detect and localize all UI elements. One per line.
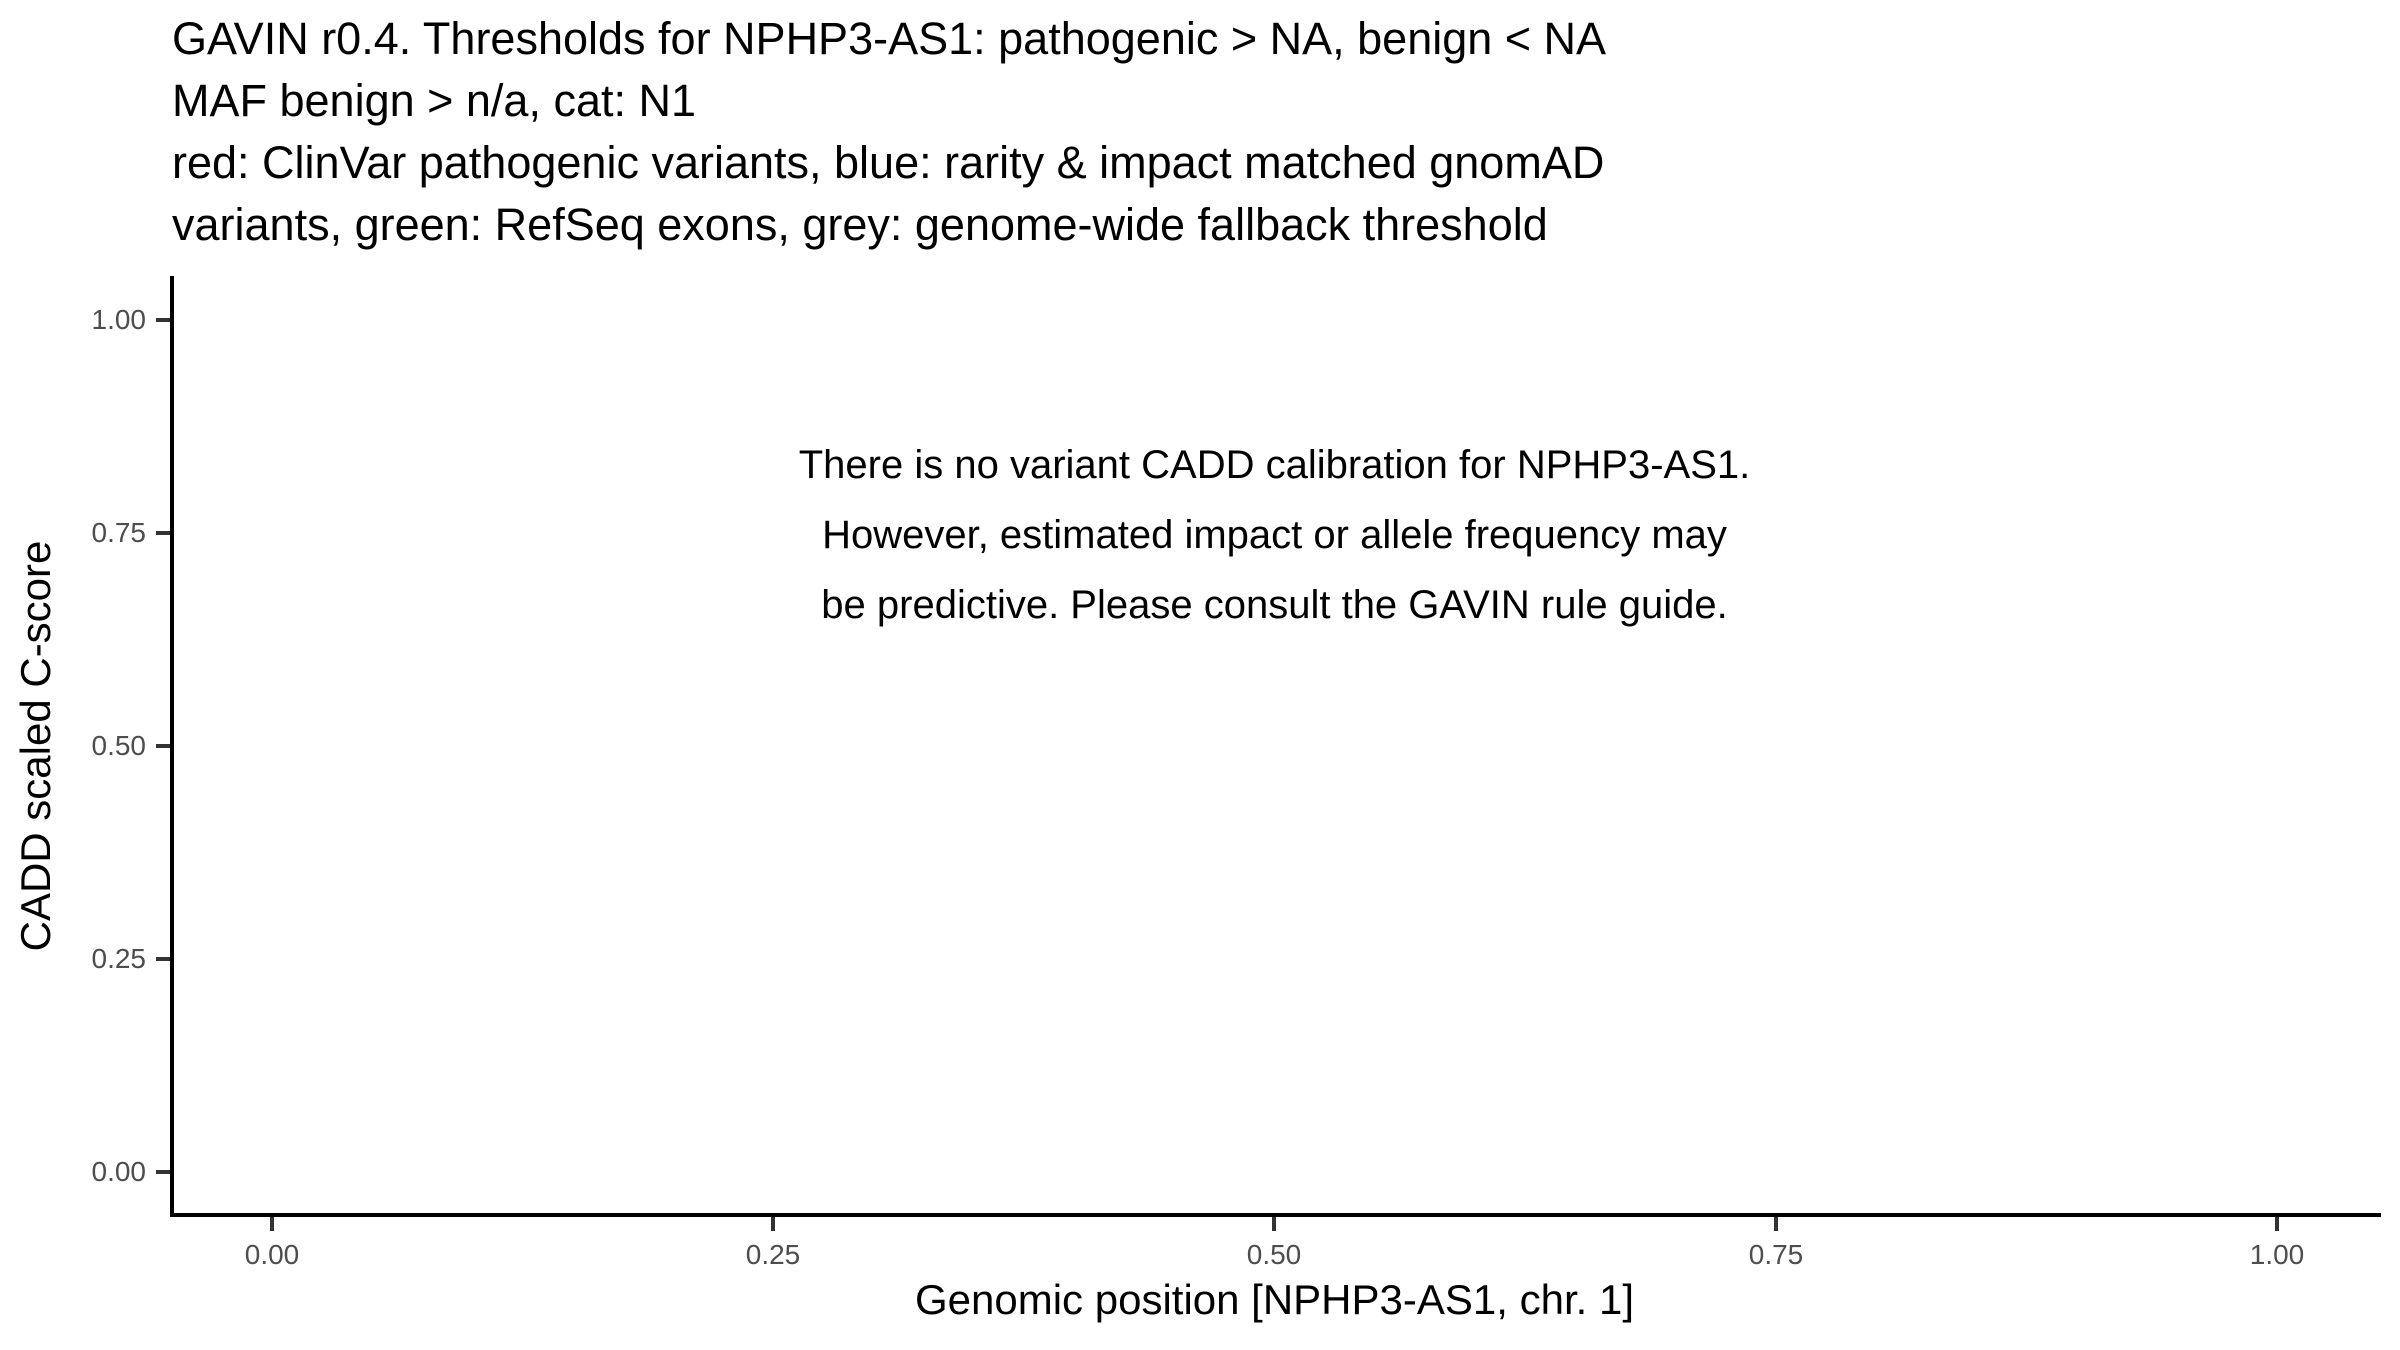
x-tick-mark-0.00 (270, 1217, 274, 1231)
x-tick-mark-1.00 (2275, 1217, 2279, 1231)
x-tick-label-0.00: 0.00 (244, 1239, 300, 1270)
y-tick-mark-0.00 (156, 1170, 170, 1174)
plot-title-line-1: GAVIN r0.4. Thresholds for NPHP3-AS1: pathogenic > NA, benign < NA (172, 13, 1607, 64)
y-tick-label-0.50: 0.50 (91, 730, 146, 761)
y-axis-title: CADD scaled C-score (12, 540, 59, 952)
plot-title-line-4: variants, green: RefSeq exons, grey: genome-wide fallback threshold (172, 199, 1548, 250)
y-tick-mark-1.00 (156, 318, 170, 322)
x-tick-label-0.75: 0.75 (1748, 1239, 1804, 1270)
y-tick-label-1.00: 1.00 (91, 304, 146, 335)
y-tick-mark-0.25 (156, 957, 170, 961)
x-tick-mark-0.25 (771, 1217, 775, 1231)
annotation-line-1: There is no variant CADD calibration for NPHP3-AS1. (798, 443, 1751, 487)
y-tick-label-0.25: 0.25 (91, 943, 146, 974)
y-tick-label-0.00: 0.00 (91, 1156, 146, 1187)
plot-panel (172, 278, 2377, 1215)
x-tick-label-0.25: 0.25 (745, 1239, 801, 1270)
x-axis-title: Genomic position [NPHP3-AS1, chr. 1] (915, 1276, 1634, 1323)
x-tick-label-1.00: 1.00 (2249, 1239, 2305, 1270)
plot-title (172, 8, 1606, 256)
no-calibration-annotation (172, 430, 2377, 640)
x-tick-label-0.50: 0.50 (1246, 1239, 1302, 1270)
plot-title-line-2: MAF benign > n/a, cat: N1 (172, 75, 697, 126)
annotation-line-3: be predictive. Please consult the GAVIN rule guide. (821, 583, 1728, 627)
x-tick-mark-0.75 (1774, 1217, 1778, 1231)
y-axis-line (170, 276, 174, 1217)
x-tick-mark-0.50 (1272, 1217, 1276, 1231)
y-tick-mark-0.50 (156, 744, 170, 748)
plot-title-line-3: red: ClinVar pathogenic variants, blue: rarity & impact matched gnomAD (172, 137, 1605, 188)
y-tick-mark-0.75 (156, 531, 170, 535)
annotation-line-2: However, estimated impact or allele frequency may (822, 513, 1727, 557)
y-tick-label-0.75: 0.75 (91, 517, 146, 548)
